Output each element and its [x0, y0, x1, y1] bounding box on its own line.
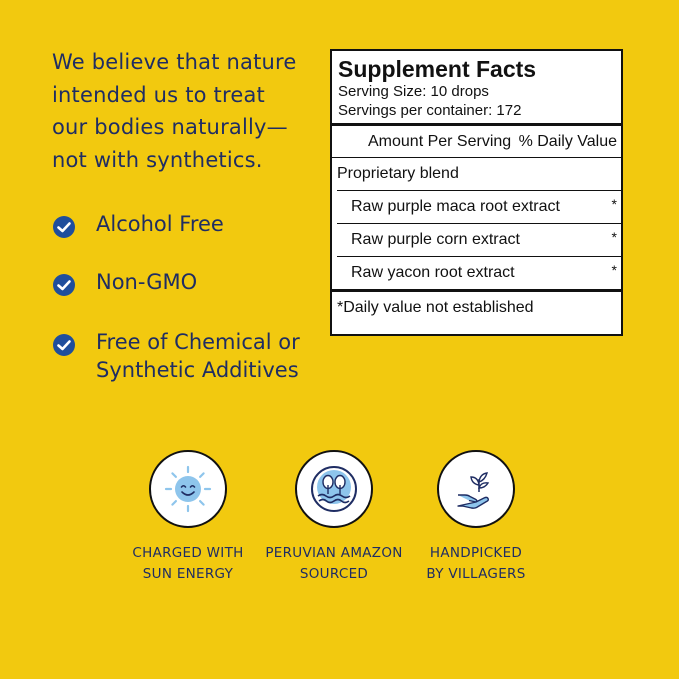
feature-label: Alcohol Free — [96, 212, 224, 236]
proprietary-blend-row — [332, 157, 621, 190]
feature-label: Free of Chemical or Synthetic Additives — [96, 330, 300, 382]
badge-circle — [295, 450, 373, 528]
ingredient-dv: * — [611, 262, 617, 278]
feature-non-gmo — [52, 268, 197, 297]
badge-caption: HANDPICKED BY VILLAGERS — [426, 545, 526, 582]
ingredient-name: Raw yacon root extract — [351, 264, 515, 281]
ingredient-name: Raw purple corn extract — [351, 231, 520, 248]
feature-alcohol-free — [52, 210, 224, 239]
hand-plant-icon — [452, 465, 500, 513]
serving-size: Serving Size: 10 drops — [338, 83, 489, 100]
badge-circle — [437, 450, 515, 528]
facts-header-row — [332, 123, 621, 157]
badge-circle — [149, 450, 227, 528]
proprietary-blend-label: Proprietary blend — [337, 165, 459, 182]
headline: We believe that nature intended us to treat our bodies naturally— not with synthetics. — [52, 50, 297, 172]
ingredient-dv: * — [611, 229, 617, 245]
badge-caption: CHARGED WITH SUN ENERGY — [132, 545, 244, 582]
ingredient-name: Raw purple maca root extract — [351, 198, 560, 215]
check-circle-icon — [52, 273, 76, 297]
feature-label: Non-GMO — [96, 270, 198, 294]
ingredient-row — [337, 223, 621, 256]
supplement-facts-panel — [330, 49, 623, 336]
ingredient-dv: * — [611, 196, 617, 212]
daily-value-label: % Daily Value — [518, 132, 617, 150]
feature-no-additives — [52, 328, 300, 384]
check-circle-icon — [52, 215, 76, 239]
ingredient-row — [337, 190, 621, 223]
servings-per-container: Servings per container: 172 — [338, 102, 522, 119]
ingredient-row — [337, 256, 621, 289]
sun-icon — [163, 464, 213, 514]
badge-caption: PERUVIAN AMAZON SOURCED — [265, 545, 403, 582]
amazon-forest-icon — [308, 463, 360, 515]
daily-value-footnote: *Daily value not established — [332, 289, 621, 324]
check-circle-icon — [52, 333, 76, 357]
supplement-facts-title: Supplement Facts — [338, 56, 537, 82]
badge-handpicked — [386, 450, 566, 585]
amount-per-serving-label: Amount Per Serving — [368, 132, 512, 150]
